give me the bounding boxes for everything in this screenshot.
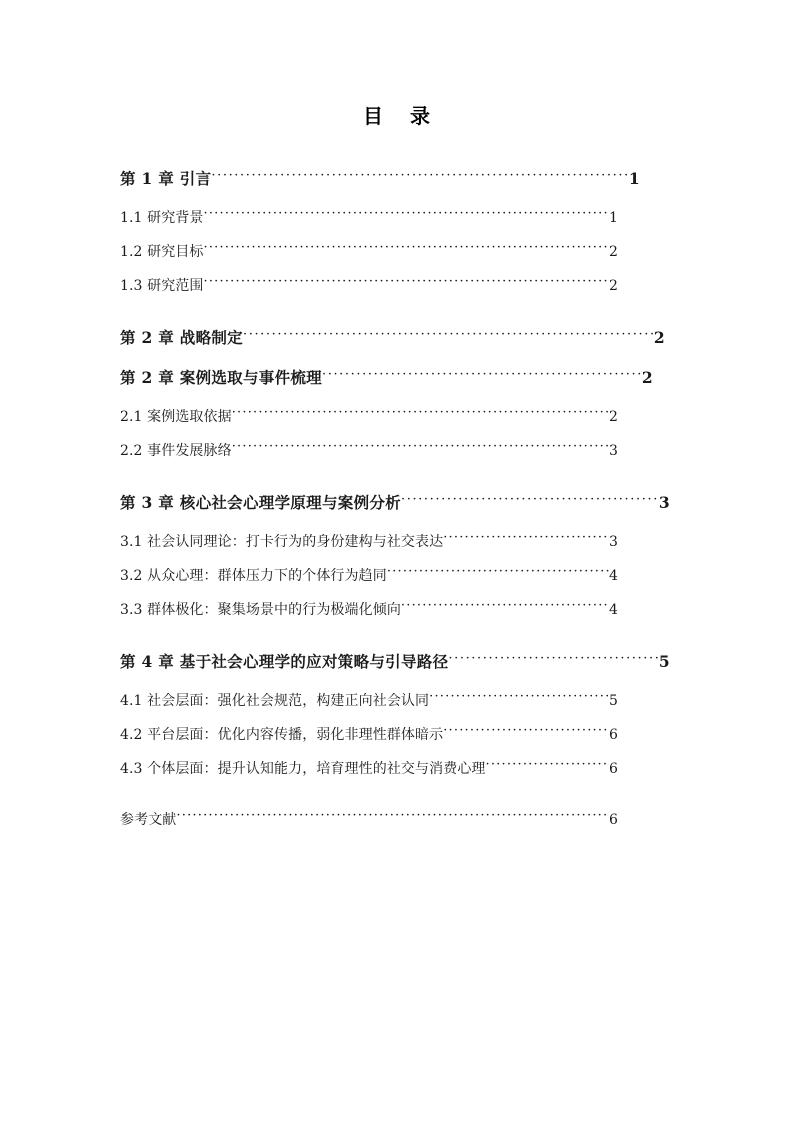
toc-dot-leader xyxy=(204,242,609,256)
toc-entry-label: 2.1 案例选取依据 xyxy=(120,409,232,425)
toc-entry-page-number: 5 xyxy=(658,651,670,671)
toc-dot-leader xyxy=(443,532,609,546)
toc-entry[interactable] xyxy=(120,407,618,424)
toc-entry[interactable] xyxy=(120,600,618,617)
toc-entry[interactable] xyxy=(120,691,618,708)
toc-dot-leader xyxy=(211,168,629,184)
toc-entry[interactable] xyxy=(120,168,640,186)
toc-dot-leader xyxy=(176,810,609,824)
toc-entry-page-number: 2 xyxy=(608,244,618,260)
toc-entry-label: 第 1 章 引言 xyxy=(120,168,212,188)
toc-dot-leader xyxy=(486,759,609,773)
toc-entry-label: 2.2 事件发展脉络 xyxy=(120,443,232,459)
toc-group-chapter-4 xyxy=(120,651,680,776)
toc-entry-page-number: 2 xyxy=(641,367,653,387)
toc-entry-page-number: 3 xyxy=(658,492,670,512)
toc-group-chapter-1 xyxy=(120,168,680,293)
table-of-contents xyxy=(120,168,680,827)
toc-dot-leader xyxy=(232,407,609,421)
toc-entry[interactable] xyxy=(120,327,665,345)
toc-entry-label: 3.1 社会认同理论：打卡行为的身份建构与社交表达 xyxy=(120,534,444,550)
toc-entry-label: 3.2 从众心理：群体压力下的个体行为趋同 xyxy=(120,568,387,584)
toc-entry-page-number: 4 xyxy=(608,568,618,584)
toc-entry-page-number: 3 xyxy=(608,534,618,550)
toc-entry-label: 参考文献 xyxy=(120,812,177,828)
toc-group-chapter-3 xyxy=(120,492,680,617)
toc-entry[interactable] xyxy=(120,651,670,669)
toc-entry-page-number: 6 xyxy=(608,761,618,777)
toc-dot-leader xyxy=(429,691,609,705)
toc-entry-page-number: 2 xyxy=(608,278,618,294)
toc-dot-leader xyxy=(401,492,659,508)
toc-entry-label: 3.3 群体极化：聚集场景中的行为极端化倾向 xyxy=(120,602,401,618)
toc-entry[interactable] xyxy=(120,208,618,225)
toc-entry-label: 第 2 章 案例选取与事件梳理 xyxy=(120,367,322,387)
toc-entry[interactable] xyxy=(120,441,618,458)
toc-dot-leader xyxy=(443,725,609,739)
toc-entry-page-number: 1 xyxy=(608,210,618,226)
toc-entry-page-number: 4 xyxy=(608,602,618,618)
toc-entry-page-number: 6 xyxy=(608,727,618,743)
toc-entry-page-number: 1 xyxy=(628,168,640,188)
toc-entry-label: 1.1 研究背景 xyxy=(120,210,204,226)
toc-entry-page-number: 2 xyxy=(608,409,618,425)
toc-entry-label: 4.3 个体层面：提升认知能力，培育理性的社交与消费心理 xyxy=(120,761,486,777)
toc-entry[interactable] xyxy=(120,759,618,776)
toc-entry-page-number: 5 xyxy=(608,693,618,709)
toc-dot-leader xyxy=(243,327,654,343)
toc-dot-leader xyxy=(204,276,609,290)
toc-entry-label: 4.2 平台层面：优化内容传播，弱化非理性群体暗示 xyxy=(120,727,444,743)
toc-entry[interactable] xyxy=(120,810,618,827)
toc-dot-leader xyxy=(387,566,609,580)
toc-entry-label: 1.3 研究范围 xyxy=(120,278,204,294)
toc-entry-label: 1.2 研究目标 xyxy=(120,244,204,260)
toc-entry-label: 第 3 章 核心社会心理学原理与案例分析 xyxy=(120,492,401,512)
toc-dot-leader xyxy=(448,651,659,667)
toc-entry[interactable] xyxy=(120,367,653,385)
toc-entry-label: 第 4 章 基于社会心理学的应对策略与引导路径 xyxy=(120,651,449,671)
page-title: 目 录 xyxy=(363,104,440,128)
toc-entry[interactable] xyxy=(120,532,618,549)
toc-group-references xyxy=(120,810,680,827)
toc-entry-label: 4.1 社会层面：强化社会规范，构建正向社会认同 xyxy=(120,693,430,709)
toc-dot-leader xyxy=(401,600,609,614)
toc-entry-page-number: 6 xyxy=(608,812,618,828)
toc-dot-leader xyxy=(232,441,609,455)
toc-entry-page-number: 3 xyxy=(608,443,618,459)
toc-entry[interactable] xyxy=(120,242,618,259)
toc-entry[interactable] xyxy=(120,725,618,742)
toc-dot-leader xyxy=(322,367,642,383)
toc-entry[interactable] xyxy=(120,492,670,510)
toc-entry[interactable] xyxy=(120,276,618,293)
toc-entry-label: 第 2 章 战略制定 xyxy=(120,327,243,347)
toc-entry-page-number: 2 xyxy=(653,327,665,347)
toc-dot-leader xyxy=(204,208,609,222)
toc-group-chapter-2 xyxy=(120,327,680,458)
toc-entry[interactable] xyxy=(120,566,618,583)
